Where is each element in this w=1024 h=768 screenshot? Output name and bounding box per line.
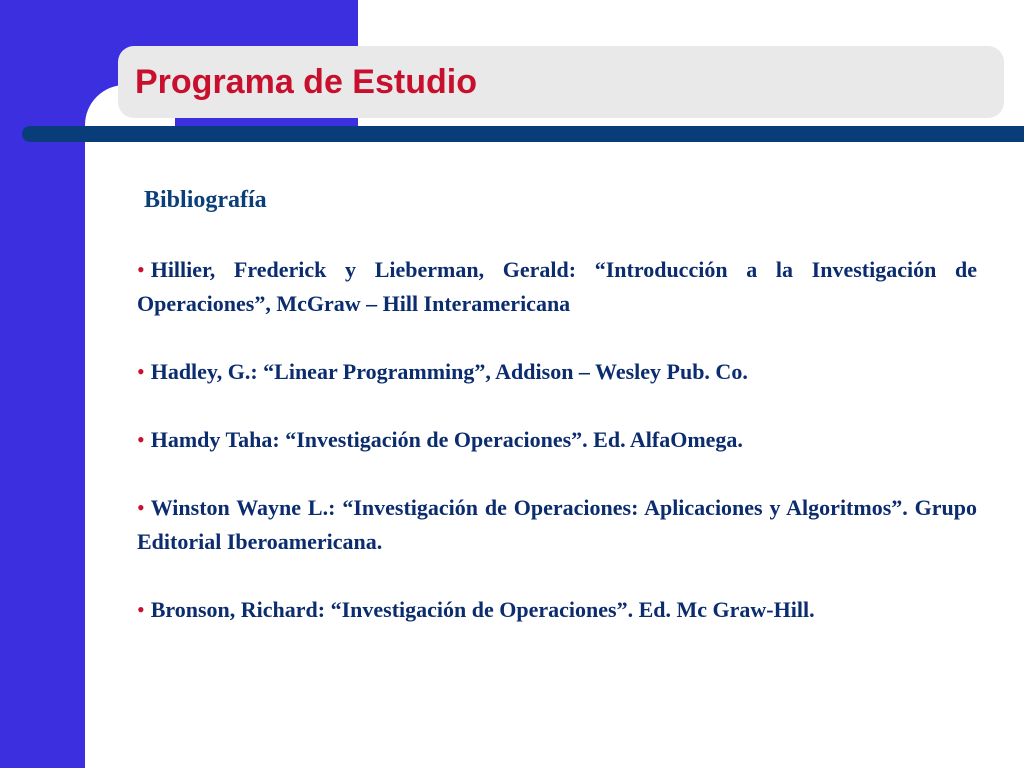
bibliography-entry: Hillier, Frederick y Lieberman, Gerald: “Introducción a la Investigación de Operaciones”, McGraw – Hill Interamericana	[137, 257, 977, 316]
section-subtitle: Bibliografía	[144, 187, 267, 213]
bullet-icon: •	[137, 359, 145, 384]
title-bar	[118, 46, 1004, 118]
bibliography-entry: Bronson, Richard: “Investigación de Operaciones”. Ed. Mc Graw-Hill.	[150, 597, 815, 622]
list-item	[137, 355, 977, 389]
bullet-icon: •	[137, 495, 145, 520]
list-item	[137, 593, 977, 627]
bullet-icon: •	[137, 427, 145, 452]
bullet-icon: •	[137, 597, 145, 622]
bibliography-list	[137, 253, 977, 661]
list-item	[137, 423, 977, 457]
bibliography-entry: Hamdy Taha: “Investigación de Operaciones”. Ed. AlfaOmega.	[150, 427, 743, 452]
list-item	[137, 253, 977, 321]
bullet-icon: •	[137, 257, 145, 282]
header-divider-line	[22, 126, 1024, 142]
bibliography-entry: Winston Wayne L.: “Investigación de Operaciones: Aplicaciones y Algoritmos”. Grupo Editorial Iberoamericana.	[137, 495, 977, 554]
list-item	[137, 491, 977, 559]
bibliography-entry: Hadley, G.: “Linear Programming”, Addison – Wesley Pub. Co.	[150, 359, 748, 384]
page-title: Programa de Estudio	[135, 63, 477, 101]
